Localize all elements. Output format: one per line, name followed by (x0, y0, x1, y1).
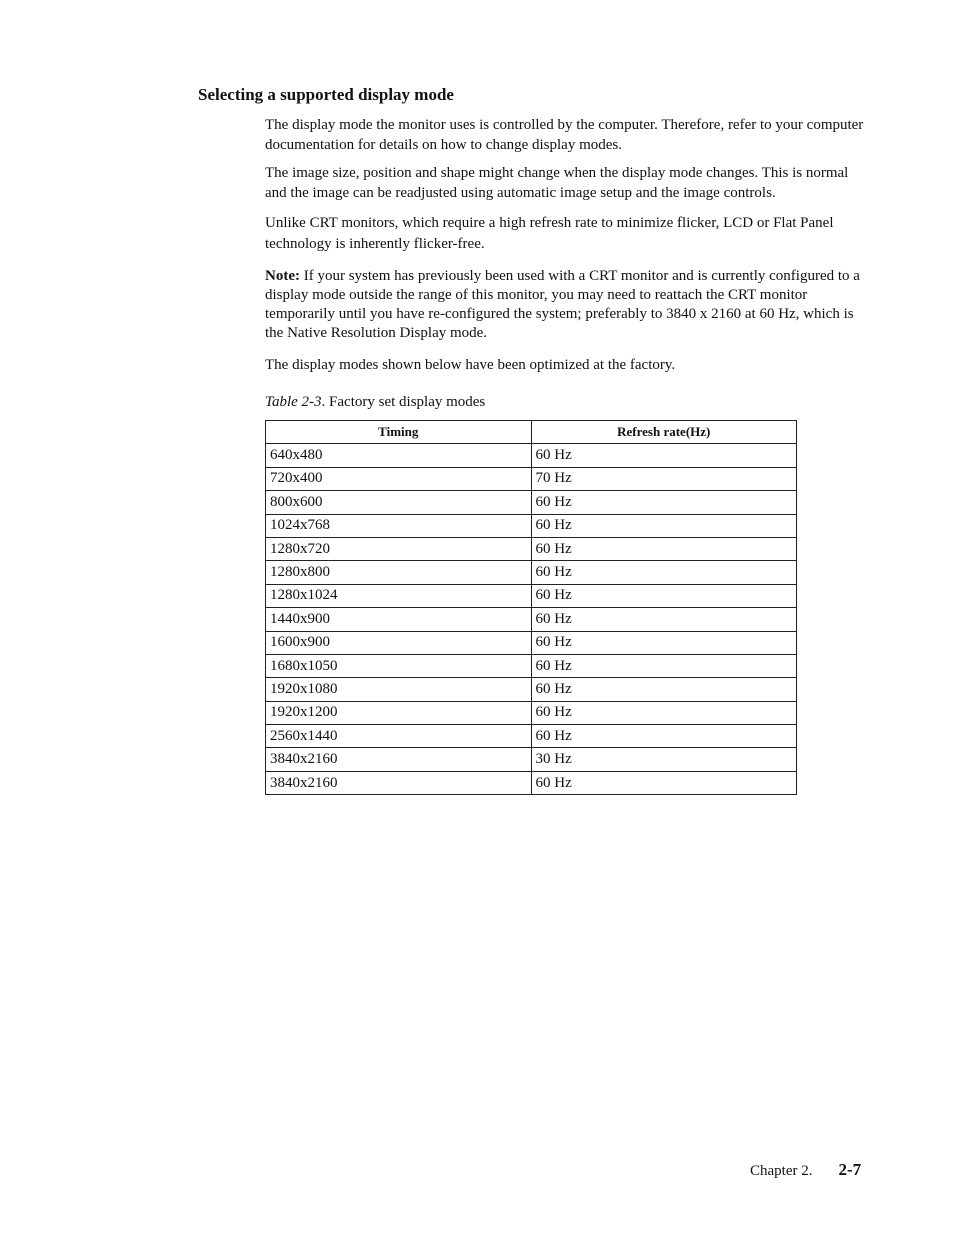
timing-cell: 640x480 (266, 444, 532, 467)
timing-cell: 3840x2160 (266, 771, 532, 794)
chapter-label: Chapter 2. (750, 1163, 813, 1179)
timing-cell: 1920x1080 (266, 678, 532, 701)
table-row (266, 584, 797, 607)
table-row (266, 514, 797, 537)
table-row (266, 491, 797, 514)
refresh-rate-cell: 60 Hz (531, 514, 796, 537)
timing-cell: 1280x720 (266, 537, 532, 560)
table-row (266, 608, 797, 631)
table-row (266, 537, 797, 560)
table-row (266, 561, 797, 584)
refresh-rate-cell: 60 Hz (531, 444, 796, 467)
refresh-rate-cell: 60 Hz (531, 678, 796, 701)
header-timing: Timing (266, 421, 532, 444)
refresh-rate-cell: 60 Hz (531, 561, 796, 584)
table-caption-label: Table 2-3 (265, 394, 322, 410)
paragraph-image-size: The image size, position and shape might change when the display mode changes. This is normal and the image can be readjusted using automatic image setup and the image controls. (265, 165, 849, 201)
note-text: If your system has previously been used with a CRT monitor and is currently configured to a display mode outside the range of this monitor, you may need to reattach the CRT monitor temporarily until you have re-configured the system; preferably to 3840 x 2160 at 60 Hz, which is the Native Resolution Display mode. (265, 268, 860, 341)
table-caption (265, 393, 865, 413)
page-footer (750, 1160, 861, 1180)
timing-cell: 1920x1200 (266, 701, 532, 724)
timing-cell: 1440x900 (266, 608, 532, 631)
section-heading: Selecting a supported display mode (198, 85, 454, 104)
timing-cell: 800x600 (266, 491, 532, 514)
table-row (266, 444, 797, 467)
table-caption-text: . Factory set display modes (321, 394, 486, 410)
note-paragraph (265, 267, 865, 343)
refresh-rate-cell: 60 Hz (531, 725, 796, 748)
table-row (266, 748, 797, 771)
note-label: Note: (265, 268, 300, 284)
refresh-rate-cell: 60 Hz (531, 631, 796, 654)
table-row (266, 725, 797, 748)
refresh-rate-cell: 60 Hz (531, 654, 796, 677)
refresh-rate-cell: 60 Hz (531, 771, 796, 794)
table-row (266, 654, 797, 677)
timing-cell: 1600x900 (266, 631, 532, 654)
table-row (266, 678, 797, 701)
timing-cell: 1280x800 (266, 561, 532, 584)
refresh-rate-cell: 30 Hz (531, 748, 796, 771)
table-row (266, 631, 797, 654)
refresh-rate-cell: 70 Hz (531, 467, 796, 490)
timing-cell: 1024x768 (266, 514, 532, 537)
refresh-rate-cell: 60 Hz (531, 701, 796, 724)
paragraph-flicker: Unlike CRT monitors, which require a high refresh rate to minimize flicker, LCD or Flat Panel technology is inherently flicker-free. (265, 215, 834, 252)
header-refresh-rate: Refresh rate(Hz) (531, 421, 796, 444)
timing-cell: 720x400 (266, 467, 532, 490)
timing-cell: 1280x1024 (266, 584, 532, 607)
refresh-rate-cell: 60 Hz (531, 584, 796, 607)
table-row (266, 771, 797, 794)
display-modes-table (265, 420, 797, 795)
refresh-rate-cell: 60 Hz (531, 537, 796, 560)
timing-cell: 2560x1440 (266, 725, 532, 748)
page-number: 2-7 (838, 1160, 862, 1179)
paragraph-optimized: The display modes shown below have been optimized at the factory. (265, 357, 676, 373)
timing-cell: 3840x2160 (266, 748, 532, 771)
table-row (266, 701, 797, 724)
table-row (266, 467, 797, 490)
refresh-rate-cell: 60 Hz (531, 491, 796, 514)
timing-cell: 1680x1050 (266, 654, 532, 677)
paragraph-display-mode: The display mode the monitor uses is controlled by the computer. Therefore, refer to your computer documentation for details on how to change display modes. (265, 117, 864, 153)
refresh-rate-cell: 60 Hz (531, 608, 796, 631)
table-header-row (266, 421, 797, 444)
